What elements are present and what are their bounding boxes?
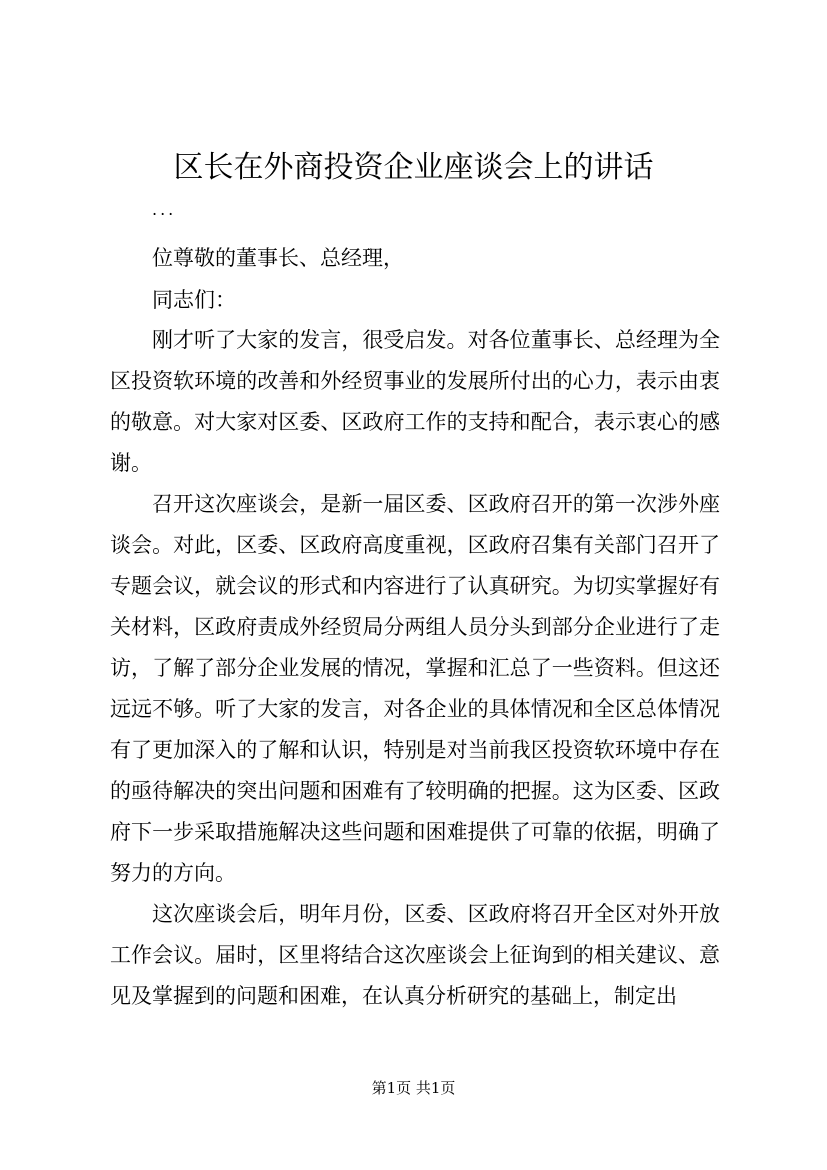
salutation-line-1: 位尊敬的董事长、总经理， <box>152 246 404 270</box>
page-footer: 第1页 共1页 <box>371 1079 456 1097</box>
paragraph-1: 刚才听了大家的发言，很受启发。对各位董事长、总经理为全区投资软环境的改善和外经贸事业的发展所付出的心力，表示由衷的敬意。对大家对区委、区政府工作的支持和配合，表示衷心的感谢。 <box>110 328 720 475</box>
paragraph-3: 这次座谈会后，明年月份，区委、区政府将召开全区对外开放工作会议。届时，区里将结合这次座谈会上征询到的相关建议、意见及掌握到的问题和困难，在认真分析研究的基础上，制定出 <box>110 902 720 1008</box>
paragraph-2: 召开这次座谈会，是新一届区委、区政府召开的第一次涉外座谈会。对此，区委、区政府高度重视，区政府召集有关部门召开了专题会议，就会议的形式和内容进行了认真研究。为切实掌握好有关材料，区政府责成外经贸局分两组人员分头到部分企业进行了走访，了解了部分企业发展的情况，掌握和汇总了一些资料。但这还远远不够。听了大家的发言，对各企业的具体情况和全区总体情况有了更加深入的了解和认识，特别是对当前我区投资软环境中存在的亟待解决的突出问题和困难有了较明确的把握。这为区委、区政府下一步采取措施解决这些问题和困难提供了可靠的依据，明确了努力的方向。 <box>110 492 720 885</box>
ellipsis-mark: ... <box>152 200 177 219</box>
document-title: 区长在外商投资企业座谈会上的讲话 <box>173 150 654 185</box>
document-body <box>110 320 720 1017</box>
salutation-line-2: 同志们： <box>152 288 236 312</box>
